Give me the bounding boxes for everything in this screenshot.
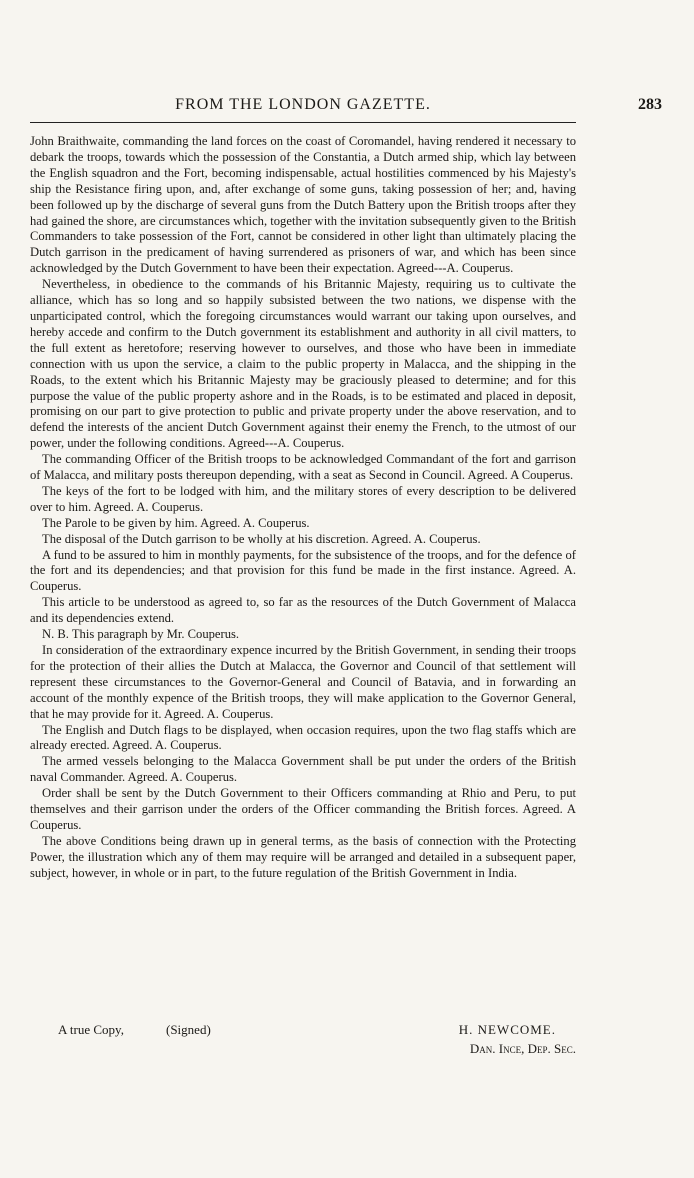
header-rule bbox=[30, 122, 576, 123]
paragraph-5: The Parole to be given by him. Agreed. A. Couperus. bbox=[42, 515, 310, 530]
signature-block bbox=[58, 1020, 576, 1058]
paragraph-14: The above Conditions being drawn up in general terms, as the basis of connection with the Protecting Power, the illustration which any of them may require will be arranged and detailed in a subsequent paper, subject, however, in whole or in part, to the future regulation of the British Government in India. bbox=[30, 833, 576, 880]
page-title: FROM THE LONDON GAZETTE. bbox=[175, 96, 431, 113]
signatory-name: H. NEWCOME. bbox=[458, 1022, 556, 1037]
signed-label: (Signed) bbox=[166, 1022, 211, 1037]
running-head bbox=[30, 96, 662, 122]
paragraph-7: A fund to be assured to him in monthly payments, for the subsistence of the troops, and for the defence of the fort and its dependencies; and that provision for this fund be made in the first instance. Agreed. A. Couperus. bbox=[30, 547, 576, 594]
paragraph-4: The keys of the fort to be lodged with him, and the military stores of every description to be delivered over to him. Agreed. A. Couperus. bbox=[30, 483, 576, 514]
paragraph-12: The armed vessels belonging to the Malacca Government shall be put under the orders of the British naval Commander. Agreed. A. Couperus. bbox=[30, 754, 576, 785]
page-number: 283 bbox=[638, 96, 662, 113]
paragraph-2: Nevertheless, in obedience to the commands of his Britannic Majesty, requiring us to cultivate the alliance, which has so long and so happily subsisted between the two nations, we dispense with the unparticipated control, which the foregoing circumstances would warrant our taking upon ourselves, and hereby accede and confirm to the Dutch government its establishment and authority in all civil matters, to the full extent as heretofore; reserving however to ourselves, and those who have been in immediate connection with us upon the service, a claim to the public property in Malacca, and the shipping in the Roads, to the extent which his Britannic Majesty may be graciously pleased to determine; and for this purpose the value of the public property ashore and in the Roads, is to be estimated and placed in deposit, promising on our part to give protection to public and private property under the above reservation, and to defend the interests of the ancient Dutch Government against their enemy the French, to the utmost of our power, under the following conditions. Agreed---A. Couperus. bbox=[30, 277, 576, 451]
paragraph-3: The commanding Officer of the British troops to be acknowledged Commandant of the fort and garrison of Malacca, and military posts thereupon depending, with a seat as Second in Council. Agreed. A Couperus. bbox=[30, 452, 576, 483]
paragraph-8: This article to be understood as agreed to, so far as the resources of the Dutch Government of Malacca and its dependencies extend. bbox=[30, 595, 576, 626]
paragraph-6: The disposal of the Dutch garrison to be wholly at his discretion. Agreed. A. Couperus. bbox=[42, 531, 481, 546]
paragraph-13: Order shall be sent by the Dutch Government to their Officers commanding at Rhio and Peru, to put themselves and their garrison under the orders of the Officer commanding the British forces. Agreed. A Couperus. bbox=[30, 786, 576, 832]
paragraph-10: In consideration of the extraordinary expence incurred by the British Government, in sending their troops for the protection of their allies the Dutch at Malacca, the Governor and Council of that settlement will represent these circumstances to the Governor-General and Council of Batavia, and in forwarding an account of the monthly expence of the British troops, they will make application to the Governor General, that he may provide for it. Agreed. A. Couperus. bbox=[30, 643, 576, 721]
deputy-secretary: Dan. Ince, Dep. Sec. bbox=[469, 1041, 576, 1056]
paragraph-1: John Braithwaite, commanding the land forces on the coast of Coromandel, having rendered it necessary to debark the troops, towards which the possession of the Constantia, a Dutch armed ship, which lay between the English squadron and the Fort, becoming indispensable, actual hostilities commenced by his Majesty's ship the Resistance firing upon, and, after exchange of some guns, taking possession of her; and, having been followed up by the discharge of several guns from the Dutch Battery upon the British troops after they had gained the shore, are circumstances which, together with the invitation subsequently given to the British Commanders to take possession of the Fort, cannot be considered in other light than ultimately placing the Dutch garrison in the predicament of having surrendered as prisoners of war, and which has been since acknowledged by the Dutch Government to have been their expectation. Agreed---A. Couperus. bbox=[30, 134, 576, 276]
true-copy-label: A true Copy, bbox=[58, 1022, 124, 1037]
article-body bbox=[30, 134, 576, 882]
paragraph-9: N. B. This paragraph by Mr. Couperus. bbox=[42, 627, 240, 642]
paragraph-11: The English and Dutch flags to be displayed, when occasion requires, upon the two flag staffs which are already erected. Agreed. A. Couperus. bbox=[30, 722, 576, 753]
